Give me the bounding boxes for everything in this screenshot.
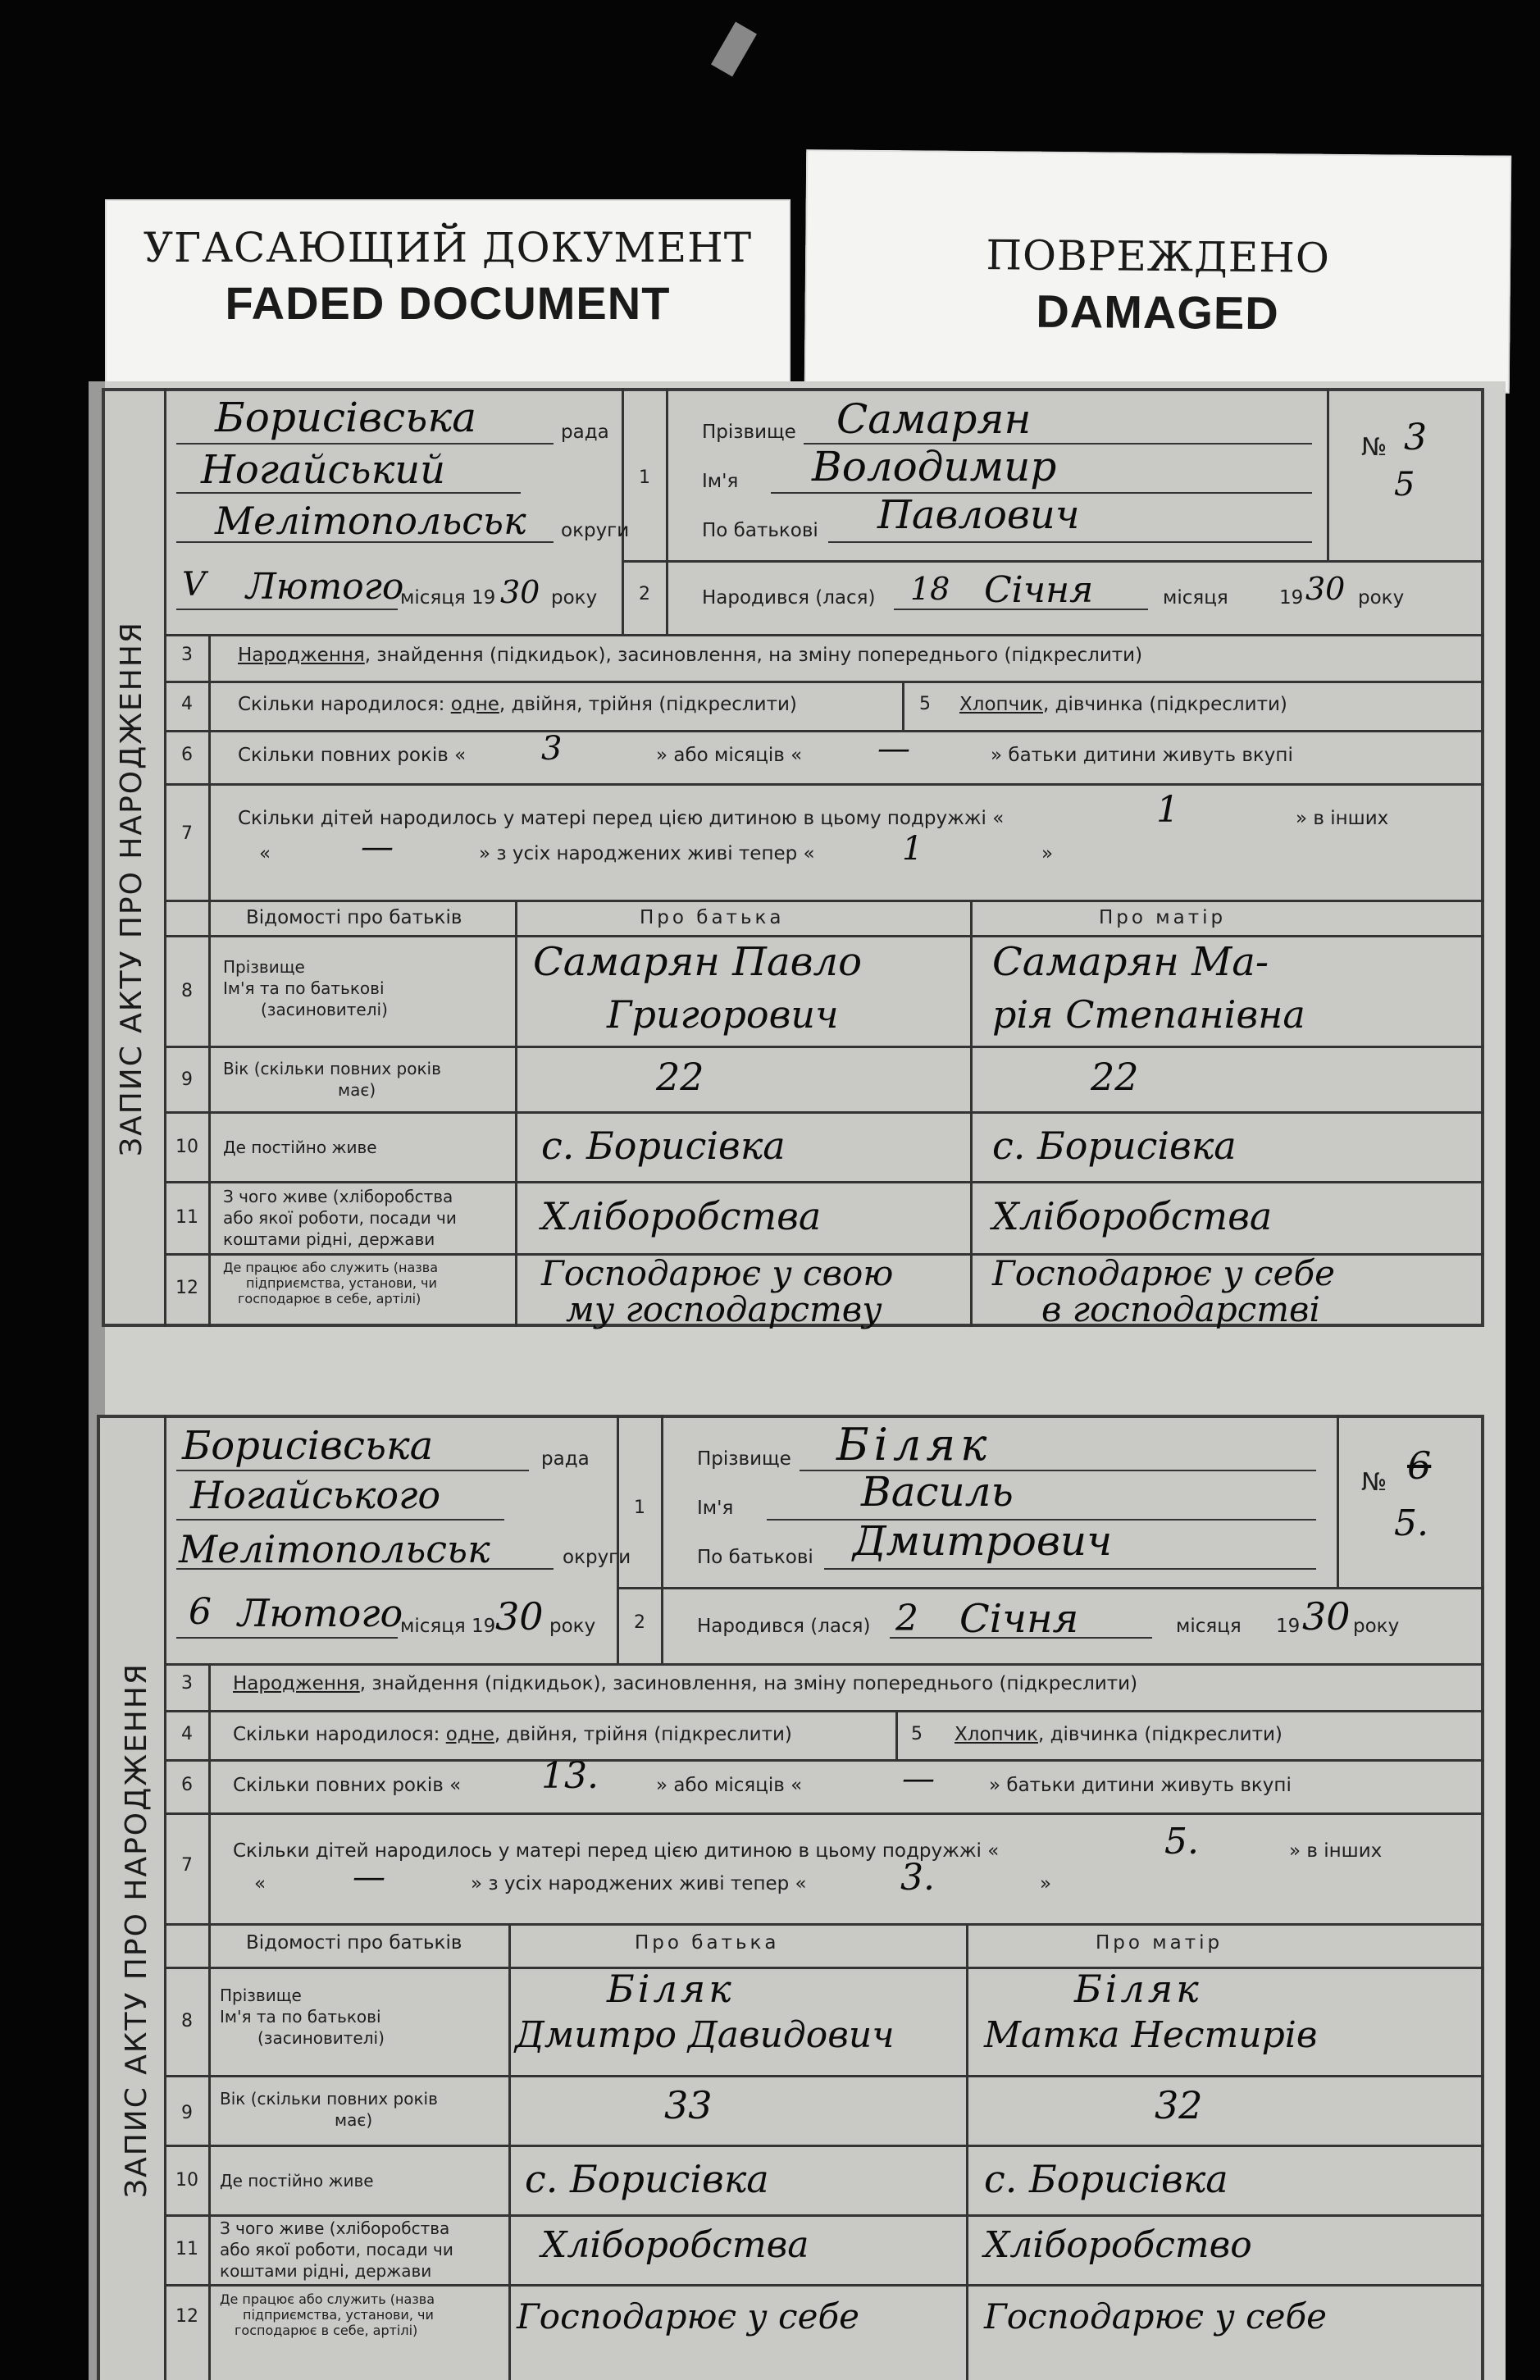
father-work-2: му господарству	[566, 1289, 882, 1329]
roku-label: року	[551, 587, 598, 609]
row-4-c: , двійня, трійня (підкреслити)	[499, 694, 797, 715]
row-3-rest: , знайдення (підкидьок), засиновлення, на зміну попереднього (підкреслити)	[359, 1673, 1138, 1694]
divider	[164, 1415, 166, 2380]
row-7-a: Скільки дітей народилось у матері перед цією дитиною в цьому подружжі «	[233, 1840, 1000, 1862]
patronymic-value: Павлович	[877, 492, 1080, 538]
row-number: 6	[181, 1775, 193, 1795]
row-12-line-1: Де працює або служить (назва	[220, 2291, 435, 2307]
reg-month-value: Лютого	[246, 566, 404, 608]
row-7-e: »	[1040, 1873, 1052, 1894]
row-12-line-2: підприємства, установи, чи	[243, 2307, 434, 2323]
row-12-line-2: підприємства, установи, чи	[246, 1275, 437, 1291]
row-4-b: одне	[445, 1724, 494, 1745]
row-11-line-3: коштами рідні, держави	[220, 2261, 432, 2281]
divider	[902, 681, 904, 730]
roku-label: року	[1353, 1616, 1400, 1637]
divider	[164, 1812, 1484, 1815]
father-work-1: Господарює у свою	[541, 1253, 894, 1293]
row-3-text	[233, 1673, 1137, 1694]
surname-label: Прізвище	[702, 422, 796, 443]
row-9-line-2: має)	[335, 2110, 373, 2130]
misyatsya-year-label: місяця 19	[400, 1616, 496, 1637]
children-other-value: —	[361, 828, 394, 866]
row-8-line-1: Прізвище	[223, 957, 305, 977]
row-3-lead: Народження	[238, 645, 365, 666]
row-number: 4	[181, 1724, 193, 1744]
divider	[617, 1587, 1484, 1589]
row-number: 7	[181, 1855, 193, 1876]
mother-income: Хліборобство	[984, 2224, 1252, 2266]
roku-label: року	[549, 1616, 596, 1637]
okruha-label: округи	[561, 520, 630, 541]
mother-name-2: Матка Нестирів	[984, 2014, 1318, 2056]
field-line	[894, 609, 1148, 610]
row-10-label: Де постійно живе	[223, 1138, 377, 1157]
row-7-b: » в інших	[1289, 1840, 1383, 1862]
birth-month-value: Січня	[984, 569, 1094, 611]
row-8-line-1: Прізвище	[220, 1986, 302, 2005]
divider	[164, 2075, 1484, 2077]
row-number: 5	[911, 1724, 923, 1744]
row-9-line-1: Вік (скільки повних років	[220, 2089, 438, 2109]
row-6-a: Скільки повних років «	[238, 745, 467, 766]
divider	[661, 1415, 663, 1665]
row-number: 4	[181, 694, 193, 714]
surname-label: Прізвище	[697, 1448, 791, 1470]
divider	[1337, 1415, 1339, 1587]
row-6-c: » батьки дитини живуть вкупі	[991, 745, 1293, 766]
reg-year-value: 30	[500, 574, 540, 610]
years-together-value: 3	[541, 730, 563, 768]
row-number: 1	[634, 1498, 645, 1518]
row-11-line-3: коштами рідні, держави	[223, 1229, 435, 1249]
divider	[164, 1046, 1484, 1048]
divider	[970, 900, 973, 1327]
divider	[666, 388, 668, 636]
number-label: №	[1361, 1468, 1387, 1497]
row-11-line-1: З чого живе (хліборобства	[220, 2218, 450, 2238]
mother-header: Про матір	[1096, 1932, 1223, 1954]
row-8-line-3: (засиновителі)	[261, 1000, 388, 1019]
patronymic-label: По батькові	[697, 1547, 813, 1568]
field-line	[890, 1637, 1152, 1639]
rada-value: Борисівська	[215, 394, 477, 441]
divider	[164, 1710, 1484, 1712]
row-11-line-2: або якої роботи, посади чи	[220, 2240, 453, 2259]
row-4-b: одне	[450, 694, 499, 715]
birth-year-value: 30	[1302, 1594, 1351, 1639]
row-8-line-3: (засиновителі)	[257, 2028, 385, 2048]
row-12-line-1: Де працює або служить (назва	[223, 1260, 439, 1275]
divider	[966, 1923, 968, 2380]
field-line	[176, 541, 554, 543]
divider	[164, 1923, 1484, 1926]
row-12-label	[220, 2291, 435, 2338]
field-line	[176, 492, 521, 494]
divider	[164, 1181, 1484, 1183]
children-alive-value: 3.	[900, 1857, 935, 1899]
parents-info-header: Відомості про батьків	[246, 1932, 462, 1954]
row-6-b: » або місяців «	[656, 1775, 803, 1796]
damaged-label-en: DAMAGED	[1036, 285, 1279, 340]
children-before-value: 5.	[1164, 1821, 1199, 1863]
mother-name-1: Біляк	[1074, 1967, 1202, 2011]
damaged-label	[804, 149, 1511, 393]
record-number-note: 5.	[1394, 1502, 1428, 1544]
row-3-text	[238, 645, 1142, 666]
surname-value: Самарян	[836, 395, 1032, 443]
father-work-1: Господарює у себе	[517, 2296, 859, 2337]
years-together-value: 13.	[541, 1755, 599, 1797]
row-9-line-2: має)	[338, 1080, 376, 1100]
father-age: 22	[656, 1055, 704, 1099]
divider	[164, 900, 1484, 902]
row-5-b: , дівчинка (підкреслити)	[1043, 694, 1287, 715]
row-7-d: » з усіх народжених живі тепер «	[471, 1873, 807, 1894]
record-1-vertical-title: ЗАПИС АКТУ ПРО НАРОДЖЕННЯ	[115, 621, 148, 1156]
row-7-e: »	[1041, 843, 1054, 864]
number-label: №	[1361, 433, 1387, 462]
row-9-label	[223, 1058, 441, 1101]
row-number: 9	[181, 2103, 193, 2123]
rayon-value: Ногайського	[190, 1473, 441, 1517]
divider	[622, 560, 1484, 563]
birth-day-value: 2	[895, 1598, 918, 1639]
divider	[515, 900, 517, 1327]
birth-year-value: 30	[1305, 571, 1346, 607]
row-number: 10	[175, 1137, 198, 1157]
divider	[508, 1923, 511, 2380]
row-12-label	[223, 1260, 438, 1306]
reg-day-value: 6	[189, 1591, 212, 1633]
row-10-label: Де постійно живе	[220, 2171, 374, 2191]
father-name-1: Самарян Павло	[533, 939, 863, 985]
divider	[164, 2284, 1484, 2287]
row-4-a: Скільки народилося:	[233, 1724, 446, 1745]
record-number: 3	[1404, 417, 1427, 458]
row-number: 3	[181, 1673, 193, 1694]
row-number: 2	[639, 584, 650, 604]
divider	[895, 1710, 898, 1759]
mother-residence: с. Борисівка	[992, 1124, 1237, 1168]
field-line	[176, 443, 554, 445]
divider	[164, 2214, 1484, 2217]
divider	[622, 388, 624, 636]
row-number: 5	[919, 694, 931, 714]
divider	[164, 388, 166, 1327]
rada-value: Борисівська	[182, 1423, 434, 1469]
row-number: 2	[634, 1612, 645, 1633]
row-5-text	[955, 1724, 1283, 1745]
row-number: 6	[181, 745, 193, 765]
divider	[164, 730, 1484, 732]
misyatsya-label: місяця	[1176, 1616, 1242, 1637]
divider	[164, 935, 1484, 937]
paper-scrap	[711, 22, 757, 77]
row-8-line-2: Ім'я та по батькові	[220, 2007, 381, 2027]
row-number: 8	[181, 981, 193, 1001]
row-3-lead: Народження	[233, 1673, 360, 1694]
divider	[164, 1967, 1484, 1969]
row-5-b: , дівчинка (підкреслити)	[1038, 1724, 1283, 1745]
okruha-label: округи	[563, 1547, 631, 1568]
reg-year-value: 30	[495, 1594, 544, 1639]
row-12-line-3: господарює в себе, артілі)	[235, 2323, 418, 2338]
father-name-2: Григорович	[607, 992, 839, 1037]
row-number: 12	[175, 2306, 198, 2327]
field-line	[824, 1568, 1316, 1570]
father-income: Хліборобства	[541, 1194, 822, 1238]
row-number: 12	[175, 1278, 198, 1298]
row-9-label	[220, 2088, 438, 2131]
divider	[164, 681, 1484, 683]
field-line	[176, 1470, 529, 1471]
rada-label: рада	[561, 422, 609, 443]
divider	[617, 1415, 619, 1665]
name-value: Володимир	[812, 443, 1057, 490]
row-4-a: Скільки народилося:	[238, 694, 451, 715]
misyatsya-year-label: місяця 19	[400, 587, 496, 609]
row-12-line-3: господарює в себе, артілі)	[238, 1291, 421, 1306]
field-line	[176, 1637, 398, 1639]
parents-info-header: Відомості про батьків	[246, 907, 462, 928]
row-number: 11	[175, 1207, 198, 1228]
row-7-c: «	[254, 1873, 267, 1894]
year-prefix: 19	[1279, 587, 1304, 609]
mother-residence: с. Борисівка	[984, 2157, 1228, 2201]
row-7-b: » в інших	[1296, 808, 1389, 829]
record-number-note: 5	[1394, 466, 1415, 504]
record-number: 6	[1407, 1443, 1432, 1488]
name-value: Василь	[861, 1468, 1014, 1516]
surname-value: Біляк	[836, 1419, 992, 1470]
reg-month-value: Лютого	[238, 1591, 403, 1635]
children-alive-value: 1	[902, 830, 923, 868]
faded-document-label	[105, 199, 791, 384]
months-together-value: —	[877, 730, 910, 768]
divider	[164, 634, 1484, 636]
row-11-label	[220, 2218, 453, 2282]
field-line	[176, 1519, 504, 1521]
okruha-value: Мелітопольськ	[179, 1527, 490, 1571]
birth-label: Народився (лася)	[697, 1616, 871, 1637]
father-header: Про батька	[640, 907, 785, 928]
birth-month-value: Січня	[959, 1596, 1079, 1642]
misyatsya-label: місяця	[1163, 587, 1228, 609]
row-number: 7	[181, 823, 193, 844]
row-4-text	[233, 1724, 792, 1745]
name-label: Ім'я	[697, 1498, 734, 1519]
row-6-a: Скільки повних років «	[233, 1775, 462, 1796]
reg-day-value: V	[182, 566, 206, 604]
row-7-d: » з усіх народжених живі тепер «	[479, 843, 815, 864]
faded-label-en: FADED DOCUMENT	[225, 277, 671, 329]
mother-work-2: в господарстві	[1041, 1289, 1320, 1329]
patronymic-label: По батькові	[702, 520, 818, 541]
divider	[164, 1111, 1484, 1114]
row-11-line-1: З чого живе (хліборобства	[223, 1187, 453, 1206]
name-label: Ім'я	[702, 471, 739, 492]
divider	[1327, 388, 1329, 560]
row-number: 3	[181, 645, 193, 665]
mother-name-1: Самарян Ма-	[992, 939, 1269, 985]
record-2-vertical-title: ЗАПИС АКТУ ПРО НАРОДЖЕННЯ	[120, 1662, 153, 2198]
row-8-line-2: Ім'я та по батькові	[223, 978, 385, 998]
mother-age: 22	[1091, 1055, 1139, 1099]
row-3-rest: , знайдення (підкидьок), засиновлення, на зміну попереднього (підкреслити)	[364, 645, 1143, 666]
row-number: 10	[175, 2170, 198, 2191]
row-4-c: , двійня, трійня (підкреслити)	[494, 1724, 792, 1745]
row-11-line-2: або якої роботи, посади чи	[223, 1208, 457, 1228]
rayon-value: Ногайський	[201, 447, 446, 493]
field-line	[176, 1568, 554, 1570]
row-5-text	[959, 694, 1287, 715]
mother-name-2: рія Степанівна	[992, 992, 1305, 1037]
year-prefix: 19	[1276, 1616, 1301, 1637]
row-number: 9	[181, 1069, 193, 1090]
row-8-label	[223, 956, 388, 1020]
row-6-b: » або місяців «	[656, 745, 803, 766]
field-line	[176, 609, 398, 610]
okruha-value: Мелітопольськ	[215, 499, 526, 543]
father-residence: с. Борисівка	[541, 1124, 786, 1168]
row-5-a: Хлопчик	[955, 1724, 1038, 1745]
father-name-1: Біляк	[607, 1967, 735, 2011]
children-before-value: 1	[1156, 789, 1179, 831]
row-4-text	[238, 694, 797, 715]
birth-label: Народився (лася)	[702, 587, 876, 609]
row-6-c: » батьки дитини живуть вкупі	[989, 1775, 1292, 1796]
row-7-c: «	[259, 843, 271, 864]
father-age: 33	[664, 2083, 713, 2127]
divider	[164, 2145, 1484, 2147]
row-number: 1	[639, 467, 650, 488]
row-7-a: Скільки дітей народилось у матері перед цією дитиною в цьому подружжі «	[238, 808, 1005, 829]
divider	[164, 1663, 1484, 1666]
divider	[164, 1759, 1484, 1762]
father-header: Про батька	[635, 1932, 780, 1954]
row-8-label	[220, 1985, 385, 2049]
divider	[208, 634, 211, 1327]
rada-label: рада	[541, 1448, 590, 1470]
faded-label-ru: УГАСАЮЩИЙ ДОКУМЕНТ	[143, 224, 753, 271]
divider	[208, 1663, 211, 2380]
mother-header: Про матір	[1099, 907, 1227, 928]
father-residence: с. Борисівка	[525, 2157, 769, 2201]
roku-label: року	[1358, 587, 1405, 609]
field-line	[828, 541, 1312, 543]
children-other-value: —	[353, 1858, 385, 1896]
row-5-a: Хлопчик	[959, 694, 1043, 715]
months-together-value: —	[902, 1760, 935, 1798]
patronymic-value: Дмитрович	[853, 1517, 1113, 1565]
row-number: 11	[175, 2239, 198, 2259]
row-9-line-1: Вік (скільки повних років	[223, 1059, 441, 1078]
father-name-2: Дмитро Давидович	[515, 2014, 895, 2056]
row-11-label	[223, 1186, 457, 1250]
divider	[164, 783, 1484, 786]
mother-work-1: Господарює у себе	[984, 2296, 1327, 2337]
mother-work-1: Господарює у себе	[992, 1253, 1335, 1293]
damaged-label-ru: ПОВРЕЖДЕНО	[986, 231, 1331, 282]
mother-age: 32	[1155, 2083, 1203, 2127]
mother-income: Хліборобства	[992, 1194, 1273, 1238]
father-income: Хліборобства	[541, 2224, 809, 2266]
row-number: 8	[181, 2011, 193, 2031]
birth-day-value: 18	[910, 571, 950, 607]
